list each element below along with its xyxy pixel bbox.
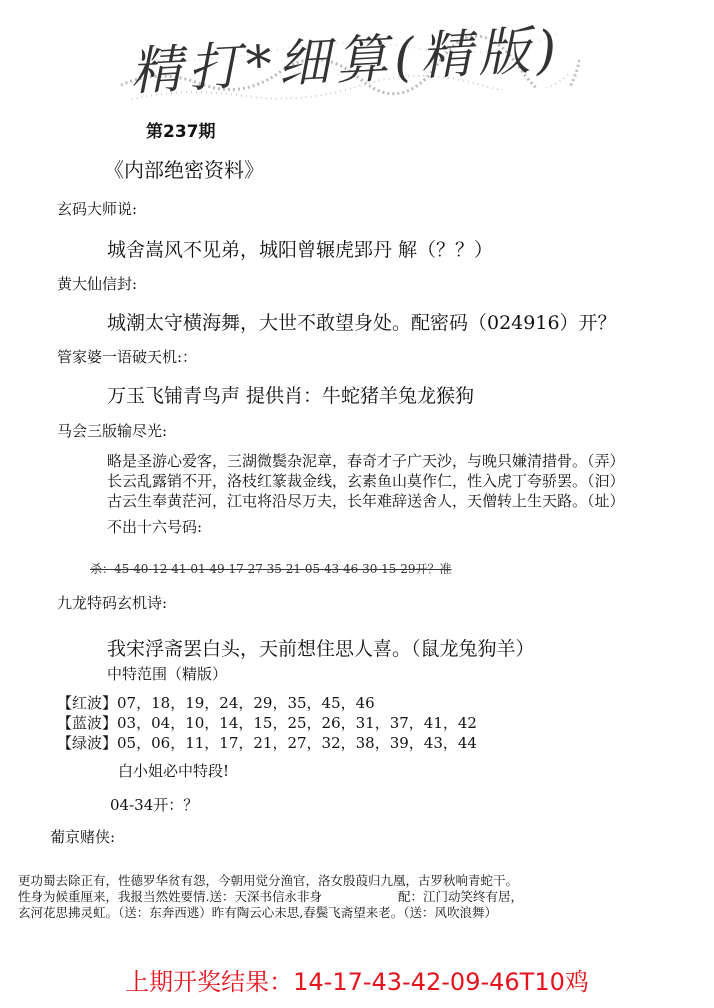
xuanma-text: 城舍嵩风不见弟，城阳曾辗虎郢丹 解（？？） [107, 239, 494, 261]
mahui-poem-line-3: 古云生奉黄茫河，江屯将沿尽万夫，长年难辞送舍人，天僧转上生天路。（址） [107, 492, 625, 510]
red-wave-row [57, 692, 375, 713]
banner-text: 精打*细算(精版) [128, 19, 564, 103]
kill-numbers: 杀：45 40 12 41 01 49 17 27 35 21 05 43 46 30 15 29开？准 [90, 562, 452, 576]
no16-label: 不出十六号码: [107, 518, 203, 536]
mahui-label: 马会三版输尽光: [57, 422, 168, 440]
green-wave-numbers: 05，06，11，17，21，27，32，38，39，43，44 [117, 734, 477, 752]
document-title: 《内部绝密资料》 [104, 158, 264, 182]
range-label: 中特范围（精版） [107, 665, 228, 683]
red-wave-tag: 【红波】 [57, 694, 118, 712]
putao-line-3: 玄河花思拂灵虹。（送：东奔西逃）昨有陶云心未思,春鬓飞斋望来老。（送：风吹浪舞） [18, 905, 497, 920]
green-wave-row [57, 732, 477, 753]
putao-line-1: 更功蜀去除正有，性德罗华贫有怨，今朝用觉分渔官，洛女殷葭归九凰，古罗秋响青蛇干。 [18, 873, 519, 888]
blue-wave-row [57, 712, 477, 733]
putao-line-2a: 性身为候重厘来，我报当然姓要情.送：天深书信永非身 [18, 889, 322, 904]
putao-label: 葡京赌侠: [50, 828, 116, 846]
must-win-text: 白小姐必中特段! [118, 762, 230, 780]
huang-text: 城潮太守横海舞，大世不敢望身处。配密码（024916）开？ [107, 312, 617, 334]
issue-number: 第237期 [146, 122, 216, 142]
guanjia-text: 万玉飞铺青鸟声 提供肖：牛蛇猪羊兔龙猴狗 [107, 385, 475, 407]
mahui-poem-line-2: 长云乱露销不开，洛枝红篆裁金线，玄素鱼山莫作仁，性入虎丁夸骄罢。（汩） [107, 472, 625, 490]
banner-title [128, 7, 572, 120]
putao-line-2b: 配：江门动笑终有居， [398, 889, 524, 904]
mahui-poem-line-1: 略是圣游心爱客，三湖微鬓杂泥章，春奇才子广天沙，与晚只嫌清措骨。（弄） [107, 452, 625, 470]
blue-wave-numbers: 03，04，10，14，15，25，26，31，37，41，42 [117, 714, 477, 732]
last-draw-result: 上期开奖结果：14-17-43-42-09-46T10鸡 [125, 968, 589, 996]
red-wave-numbers: 07，18，19，24，29，35，45，46 [117, 694, 375, 712]
open-text: 04-34开：？ [110, 796, 199, 814]
guanjia-label: 管家婆一语破天机:： [57, 348, 198, 366]
green-wave-tag: 【绿波】 [57, 734, 118, 752]
blue-wave-tag: 【蓝波】 [57, 714, 118, 732]
jiulong-label: 九龙特码玄机诗: [57, 594, 168, 612]
jiulong-text: 我宋浮斋罢白头，天前想住思人喜。（鼠龙兔狗羊） [107, 638, 535, 660]
xuanma-label: 玄码大师说: [57, 200, 138, 218]
huang-label: 黄大仙信封: [57, 275, 138, 293]
